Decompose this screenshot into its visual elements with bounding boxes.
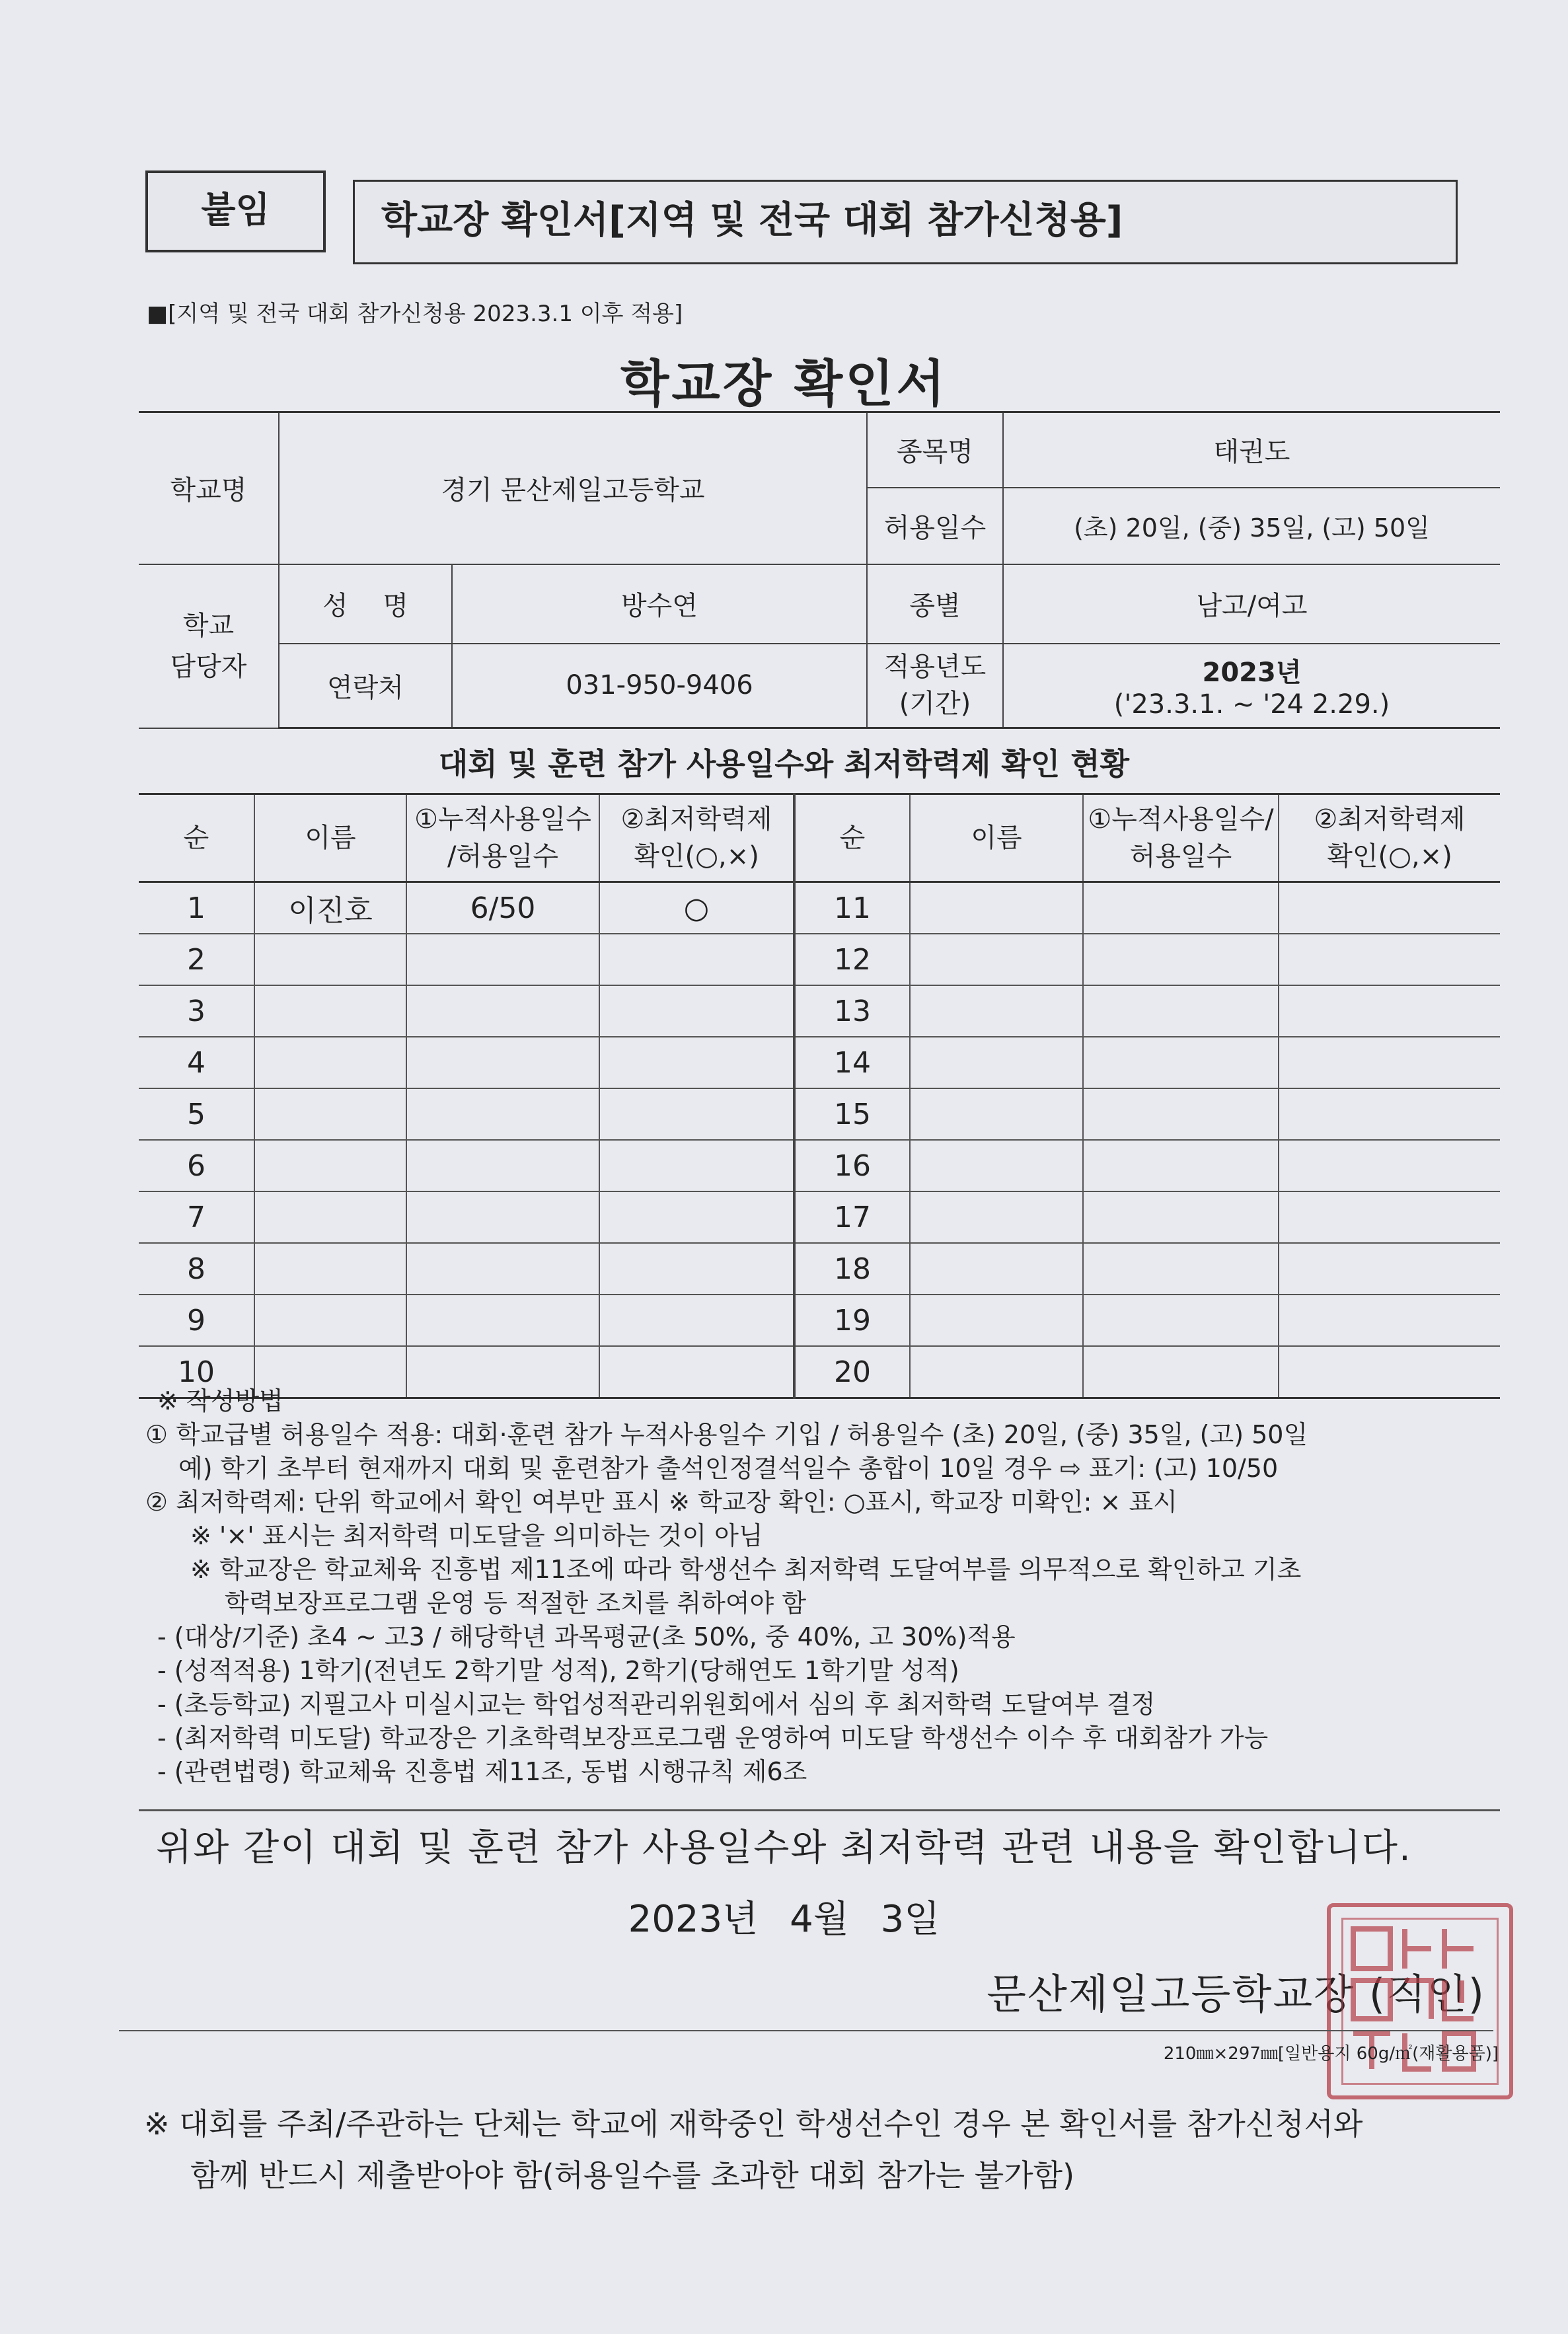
row-no-right: 11 [794, 882, 910, 934]
header-check-right: ②최저학력제 확인(○,×) [1279, 794, 1500, 882]
header-name: 이름 [254, 794, 406, 882]
row-no: 7 [139, 1191, 254, 1243]
row-name [254, 1088, 406, 1140]
manager-label: 학교 담당자 [139, 564, 279, 728]
row-check-right [1279, 1295, 1500, 1346]
issue-date: 2023년 4월 3일 [628, 1898, 940, 1941]
confirmation-statement: 위와 같이 대회 및 훈련 참가 사용일수와 최저학력 관련 내용을 확인합니다. [156, 1826, 1412, 1869]
instruction-line: ② 최저학력제: 단위 학교에서 확인 여부만 표시 ※ 학교장 확인: ○표시, 학교장 미확인: × 표시 [145, 1487, 1177, 1517]
row-no: 2 [139, 934, 254, 985]
instructions [145, 1384, 1520, 1789]
row-name [254, 1295, 406, 1346]
row-name-right [910, 1243, 1083, 1295]
allowed-days-label: 허용일수 [867, 488, 1003, 564]
gender-value: 남고/여고 [1003, 564, 1500, 644]
table-row [139, 1088, 1500, 1140]
instruction-line: - (초등학교) 지필고사 미실시교는 학업성적관리위원회에서 심의 후 최저학력 도달여부 결정 [157, 1690, 1156, 1719]
row-name-right [910, 882, 1083, 934]
school-name-value: 경기 문산제일고등학교 [279, 412, 867, 564]
row-name [254, 934, 406, 985]
row-days [406, 1088, 599, 1140]
form-title-box [353, 180, 1458, 264]
row-check: ○ [599, 882, 794, 934]
row-name-right [910, 934, 1083, 985]
footer-note [144, 2098, 1518, 2201]
footer-line-1: ※ 대회를 주최/주관하는 단체는 학교에 재학중인 학생선수인 경우 본 확인서를 참가신청서와 [144, 2106, 1363, 2142]
row-check-right [1279, 1140, 1500, 1191]
row-check-right [1279, 985, 1500, 1037]
table-row [139, 1243, 1500, 1295]
row-no: 10 [139, 1346, 254, 1398]
row-days [406, 985, 599, 1037]
row-days-right [1083, 1140, 1279, 1191]
row-check [599, 1140, 794, 1191]
row-no-right: 18 [794, 1243, 910, 1295]
row-days-right [1083, 1243, 1279, 1295]
row-days-right [1083, 985, 1279, 1037]
row-days-right [1083, 1295, 1279, 1346]
row-check [599, 1037, 794, 1088]
instruction-line: - (성적적용) 1학기(전년도 2학기말 성적), 2학기(당해연도 1학기말 성적) [157, 1656, 959, 1685]
row-check [599, 1243, 794, 1295]
official-seal [1327, 1903, 1513, 2099]
table-row [139, 934, 1500, 985]
header-check: ②최저학력제 확인(○,×) [599, 794, 794, 882]
paper-spec: 210㎜×297㎜[일반용지 60g/㎡(재활용품)] [1163, 2044, 1499, 2064]
table-row [139, 882, 1500, 934]
row-days [406, 1191, 599, 1243]
row-no: 8 [139, 1243, 254, 1295]
instruction-line: ※ 작성방법 [157, 1386, 283, 1415]
row-no: 9 [139, 1295, 254, 1346]
row-check [599, 1295, 794, 1346]
row-no-right: 15 [794, 1088, 910, 1140]
row-days-right [1083, 1191, 1279, 1243]
row-name-right [910, 985, 1083, 1037]
row-name-right [910, 1088, 1083, 1140]
period-value: ('23.3.1. ~ '24 2.29.) [1113, 689, 1390, 720]
allowed-days-value: (초) 20일, (중) 35일, (고) 50일 [1003, 488, 1500, 564]
name-label: 성 명 [279, 564, 452, 644]
row-name-right [910, 1295, 1083, 1346]
row-days [406, 1243, 599, 1295]
gender-label: 종별 [867, 564, 1003, 644]
status-section-title: 대회 및 훈련 참가 사용일수와 최저학력제 확인 현황 [438, 746, 1130, 782]
row-check [599, 1191, 794, 1243]
row-no: 1 [139, 882, 254, 934]
row-check-right [1279, 1037, 1500, 1088]
row-check [599, 934, 794, 985]
row-name-right [910, 1140, 1083, 1191]
contact-value: 031-950-9406 [452, 644, 867, 728]
row-no: 3 [139, 985, 254, 1037]
row-days-right [1083, 882, 1279, 934]
contact-label: 연락처 [279, 644, 452, 728]
instruction-line: - (대상/기준) 초4 ~ 고3 / 해당학년 과목평균(초 50%, 중 40%, 고 30%)적용 [157, 1622, 1016, 1651]
row-name [254, 1140, 406, 1191]
year-value: 2023년 [1202, 657, 1302, 688]
instruction-line: - (관련법령) 학교체육 진흥법 제11조, 동법 시행규칙 제6조 [157, 1757, 807, 1786]
row-name-right [910, 1037, 1083, 1088]
row-no: 4 [139, 1037, 254, 1088]
row-no-right: 14 [794, 1037, 910, 1088]
table-row [139, 1295, 1500, 1346]
row-check-right [1279, 934, 1500, 985]
row-days [406, 1037, 599, 1088]
footer-line-2: 함께 반드시 제출받아야 함(허용일수를 초과한 대회 참가는 불가함) [190, 2158, 1075, 2193]
table-row [139, 1037, 1500, 1088]
instruction-line: - (최저학력 미도달) 학교장은 기초학력보장프로그램 운영하여 미도달 학생선수 이수 후 대회참가 가능 [157, 1723, 1269, 1752]
principal-signature-line: 문산제일고등학교장 (직인) [987, 1970, 1485, 2018]
row-name-right [910, 1191, 1083, 1243]
applicability-note: ■[지역 및 전국 대회 참가신청용 2023.3.1 이후 적용] [147, 301, 683, 327]
row-check-right [1279, 1088, 1500, 1140]
header-no: 순 [139, 794, 254, 882]
row-days [406, 1140, 599, 1191]
row-no-right: 13 [794, 985, 910, 1037]
instruction-line: 학력보장프로그램 운영 등 적절한 조치를 취하여야 함 [225, 1589, 807, 1618]
row-no-right: 17 [794, 1191, 910, 1243]
row-days-right [1083, 1037, 1279, 1088]
sport-value: 태권도 [1003, 412, 1500, 488]
sport-label: 종목명 [867, 412, 1003, 488]
row-name [254, 985, 406, 1037]
row-check-right [1279, 1243, 1500, 1295]
header-no-right: 순 [794, 794, 910, 882]
header-days: ①누적사용일수 /허용일수 [406, 794, 599, 882]
header-name-right: 이름 [910, 794, 1083, 882]
row-name: 이진호 [254, 882, 406, 934]
row-days-right [1083, 934, 1279, 985]
table-row [139, 1191, 1500, 1243]
year-cell [1003, 644, 1500, 728]
row-no: 5 [139, 1088, 254, 1140]
row-days-right [1083, 1088, 1279, 1140]
row-check [599, 1088, 794, 1140]
table-row [139, 1140, 1500, 1191]
instruction-line: 예) 학기 초부터 현재까지 대회 및 훈련참가 출석인정결석일수 총합이 10일 경우 ⇨ 표기: (고) 10/50 [178, 1454, 1279, 1483]
row-name [254, 1243, 406, 1295]
header-days-right: ①누적사용일수/ 허용일수 [1083, 794, 1279, 882]
footer-divider [119, 2030, 1493, 2031]
divider [139, 1809, 1500, 1811]
roster-table [139, 793, 1500, 1399]
school-info-table [139, 411, 1500, 729]
row-no-right: 19 [794, 1295, 910, 1346]
year-label: 적용년도 (기간) [867, 644, 1003, 728]
row-check-right [1279, 882, 1500, 934]
instruction-line: ※ '×' 표시는 최저학력 미도달을 의미하는 것이 아님 [190, 1521, 763, 1550]
row-no-right: 16 [794, 1140, 910, 1191]
row-check [599, 985, 794, 1037]
row-name [254, 1037, 406, 1088]
school-name-label: 학교명 [139, 412, 279, 564]
attachment-label-box [145, 170, 326, 252]
row-no-right: 12 [794, 934, 910, 985]
row-check-right [1279, 1191, 1500, 1243]
instruction-line: ① 학교급별 허용일수 적용: 대회·훈련 참가 누적사용일수 기입 / 허용일수 (초) 20일, (중) 35일, (고) 50일 [145, 1420, 1308, 1449]
table-row [139, 985, 1500, 1037]
name-value: 방수연 [452, 564, 867, 644]
row-no: 6 [139, 1140, 254, 1191]
instruction-line: ※ 학교장은 학교체육 진흥법 제11조에 따라 학생선수 최저학력 도달여부를 의무적으로 확인하고 기초 [190, 1555, 1302, 1584]
row-name [254, 1191, 406, 1243]
row-days [406, 934, 599, 985]
row-days: 6/50 [406, 882, 599, 934]
page-title: 학교장 확인서 [620, 354, 948, 413]
row-days [406, 1295, 599, 1346]
row-no-right: 20 [794, 1346, 910, 1398]
attachment-label: 붙임 [201, 189, 270, 231]
form-title: 학교장 확인서[지역 및 전국 대회 참가신청용] [381, 199, 1123, 242]
